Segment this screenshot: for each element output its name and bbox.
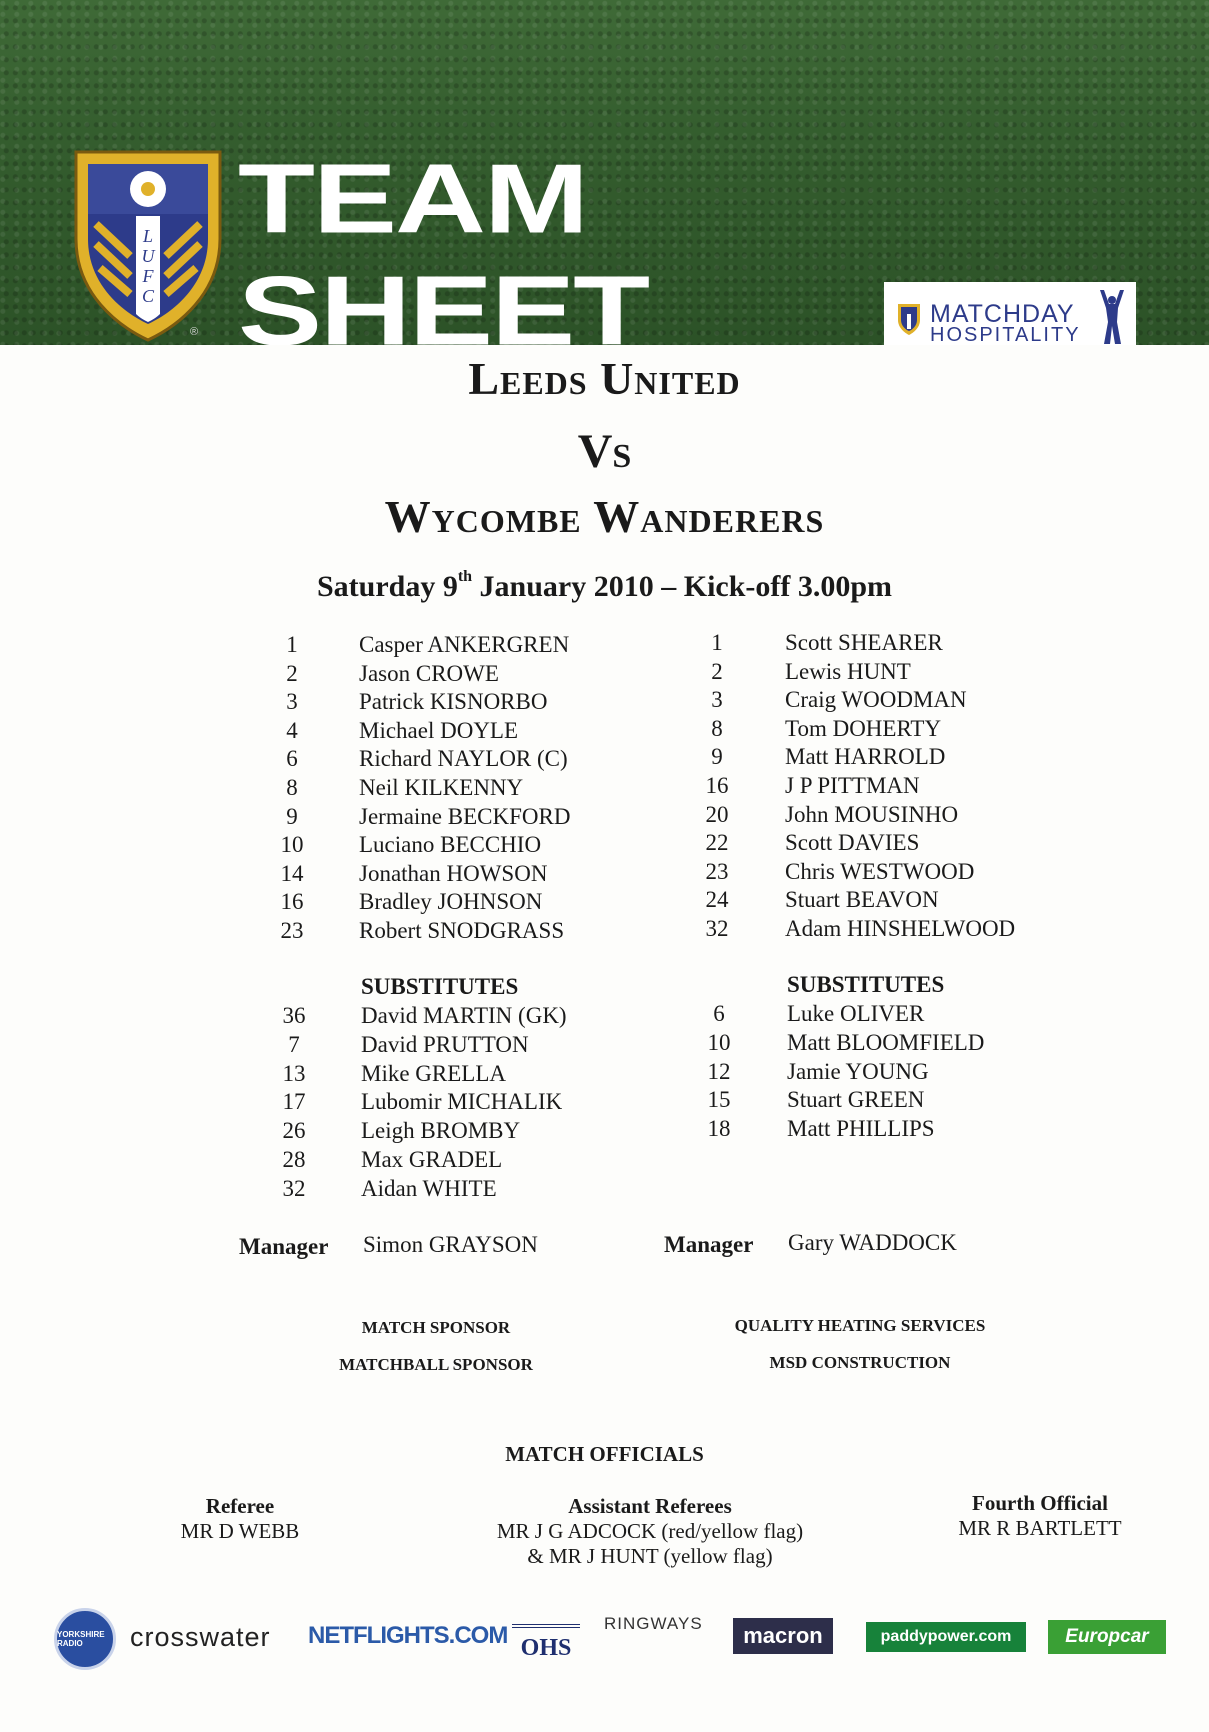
- fourth-official-block: [920, 1491, 1160, 1541]
- player-name: Lewis HUNT: [785, 658, 911, 684]
- shirt-number: 4: [286, 717, 298, 743]
- shirt-number: 23: [705, 858, 729, 884]
- assistant-2: & MR J HUNT (yellow flag): [527, 1544, 773, 1568]
- player-name: Leigh BROMBY: [361, 1118, 521, 1144]
- away-team-title: Wycombe Wanderers: [384, 491, 825, 542]
- player-name: Robert SNODGRASS: [359, 918, 565, 943]
- away-manager-name: Gary WADDOCK: [788, 1230, 957, 1255]
- home-manager-label: Manager: [239, 1234, 329, 1259]
- assistants-block: [450, 1494, 850, 1569]
- player-name: Richard NAYLOR (C): [359, 746, 568, 772]
- home-team-title: Leeds United: [468, 353, 741, 404]
- player-name: Mike GRELLA: [361, 1060, 507, 1086]
- player-name: Scott DAVIES: [785, 830, 920, 856]
- player-name: Chris WESTWOOD: [785, 858, 975, 884]
- versus-label: Vs: [577, 425, 632, 478]
- svg-text:L: L: [142, 226, 154, 246]
- shirt-number: 10: [280, 832, 304, 858]
- match-date: [0, 570, 1209, 604]
- hospitality-line2: HOSPITALITY: [930, 324, 1081, 345]
- player-name: Craig WOODMAN: [785, 687, 967, 713]
- shirt-number: 36: [282, 1003, 306, 1028]
- shirt-number: 24: [705, 887, 729, 913]
- shirt-number: 18: [707, 1116, 731, 1142]
- shirt-number: 3: [711, 687, 723, 713]
- player-name: Neil KILKENNY: [359, 775, 524, 800]
- shirt-number: 9: [286, 803, 298, 829]
- fourth-official-role: Fourth Official: [972, 1491, 1108, 1515]
- date-prefix: Saturday 9: [316, 570, 458, 603]
- player-name: Patrick KISNORBO: [359, 689, 548, 715]
- celebrating-player-icon: [1096, 288, 1126, 345]
- shirt-number: 1: [711, 630, 723, 655]
- shirt-number: 14: [280, 860, 304, 886]
- shirt-number: 8: [711, 715, 723, 741]
- matchday-hospitality-logo: [884, 282, 1136, 345]
- shirt-number: 7: [288, 1031, 300, 1057]
- player-name: Jermaine BECKFORD: [359, 803, 571, 829]
- player-name: J P PITTMAN: [785, 773, 920, 798]
- shirt-number: 32: [705, 916, 729, 941]
- shirt-number: 6: [286, 746, 298, 772]
- netflights-logo: NETFLIGHTS.COM: [308, 1622, 508, 1649]
- shirt-number: 20: [705, 801, 729, 827]
- player-name: David PRUTTON: [361, 1031, 529, 1057]
- fourth-official-name: MR R BARTLETT: [958, 1516, 1122, 1540]
- yorkshire-radio-logo: YORKSHIRE RADIO: [54, 1608, 116, 1670]
- shirt-number: 22: [705, 830, 729, 856]
- referee-name: MR D WEBB: [180, 1519, 300, 1543]
- player-name: Michael DOYLE: [359, 717, 519, 743]
- header-banner: [0, 0, 1209, 345]
- title-sheet: SHEET: [238, 255, 649, 345]
- home-manager-name: Simon GRAYSON: [363, 1232, 538, 1257]
- shirt-number: 15: [707, 1087, 731, 1113]
- shirt-number: 12: [707, 1058, 731, 1084]
- paddypower-logo: paddypower.com: [866, 1622, 1026, 1652]
- shirt-number: 32: [282, 1175, 306, 1201]
- away-subs-heading: SUBSTITUTES: [787, 972, 945, 997]
- assistants-role: Assistant Referees: [568, 1494, 732, 1518]
- sponsor-logos: [0, 1600, 1209, 1680]
- player-name: Luke OLIVER: [787, 1001, 925, 1026]
- player-name: David MARTIN (GK): [361, 1003, 567, 1028]
- player-name: John MOUSINHO: [785, 801, 959, 827]
- ohs-logo: OHS: [512, 1624, 580, 1668]
- svg-text:F: F: [142, 266, 154, 286]
- small-crest-icon: [896, 302, 922, 336]
- player-name: Matt BLOOMFIELD: [787, 1029, 985, 1055]
- player-name: Stuart BEAVON: [785, 887, 939, 913]
- crosswater-logo: crosswater: [130, 1622, 271, 1652]
- hospitality-line1: MATCHDAY: [930, 300, 1075, 328]
- player-name: Matt PHILLIPS: [787, 1116, 935, 1142]
- matchball-sponsor-label: MATCHBALL SPONSOR: [339, 1355, 533, 1374]
- referee-block: [140, 1494, 340, 1544]
- player-name: Luciano BECCHIO: [359, 832, 542, 858]
- shirt-number: 13: [282, 1060, 306, 1086]
- home-subs-heading: SUBSTITUTES: [361, 974, 519, 999]
- assistant-1: MR J G ADCOCK (red/yellow flag): [496, 1519, 804, 1543]
- shirt-number: 26: [282, 1118, 306, 1144]
- player-name: Lubomir MICHALIK: [361, 1089, 563, 1115]
- ringways-logo: RINGWAYS: [604, 1614, 703, 1633]
- shirt-number: 10: [707, 1029, 731, 1055]
- shirt-number: 6: [713, 1001, 725, 1026]
- shirt-number: 3: [286, 689, 298, 715]
- shirt-number: 28: [282, 1147, 306, 1172]
- europcar-logo: Europcar: [1048, 1620, 1166, 1654]
- player-name: Adam HINSHELWOOD: [785, 916, 1016, 941]
- svg-text:U: U: [141, 246, 155, 266]
- referee-role: Referee: [205, 1494, 275, 1518]
- shirt-number: 16: [705, 773, 729, 798]
- leeds-crest-icon: [66, 144, 230, 344]
- match-sponsor-value: QUALITY HEATING SERVICES: [734, 1316, 986, 1335]
- player-name: Aidan WHITE: [361, 1175, 497, 1201]
- player-name: Casper ANKERGREN: [359, 632, 570, 657]
- player-name: Matt HARROLD: [785, 744, 946, 770]
- shirt-number: 16: [280, 889, 304, 915]
- shirt-number: 23: [280, 918, 304, 943]
- shirt-number: 2: [286, 660, 298, 686]
- shirt-number: 1: [286, 632, 298, 657]
- player-name: Jamie YOUNG: [787, 1058, 929, 1084]
- player-name: Stuart GREEN: [787, 1087, 925, 1113]
- date-suffix: th: [457, 568, 473, 585]
- title-team: TEAM: [238, 143, 587, 254]
- player-name: Max GRADEL: [361, 1147, 503, 1172]
- shirt-number: 9: [711, 744, 723, 770]
- macron-logo: macron: [733, 1618, 833, 1654]
- player-name: Jason CROWE: [359, 660, 499, 686]
- player-name: Tom DOHERTY: [785, 715, 942, 741]
- player-name: Bradley JOHNSON: [359, 889, 543, 915]
- away-manager-label: Manager: [664, 1232, 754, 1257]
- shirt-number: 8: [286, 775, 298, 800]
- match-sponsor-label: MATCH SPONSOR: [361, 1318, 511, 1337]
- officials-heading: MATCH OFFICIALS: [505, 1442, 704, 1466]
- player-name: Jonathan HOWSON: [359, 860, 548, 886]
- registered-mark: ®: [190, 326, 199, 338]
- player-name: Scott SHEARER: [785, 630, 943, 655]
- shirt-number: 17: [282, 1089, 306, 1115]
- svg-text:C: C: [141, 286, 155, 306]
- matchball-sponsor-value: MSD CONSTRUCTION: [769, 1353, 951, 1372]
- date-kickoff: January 2010 – Kick-off 3.00pm: [472, 570, 893, 603]
- shirt-number: 2: [711, 658, 723, 684]
